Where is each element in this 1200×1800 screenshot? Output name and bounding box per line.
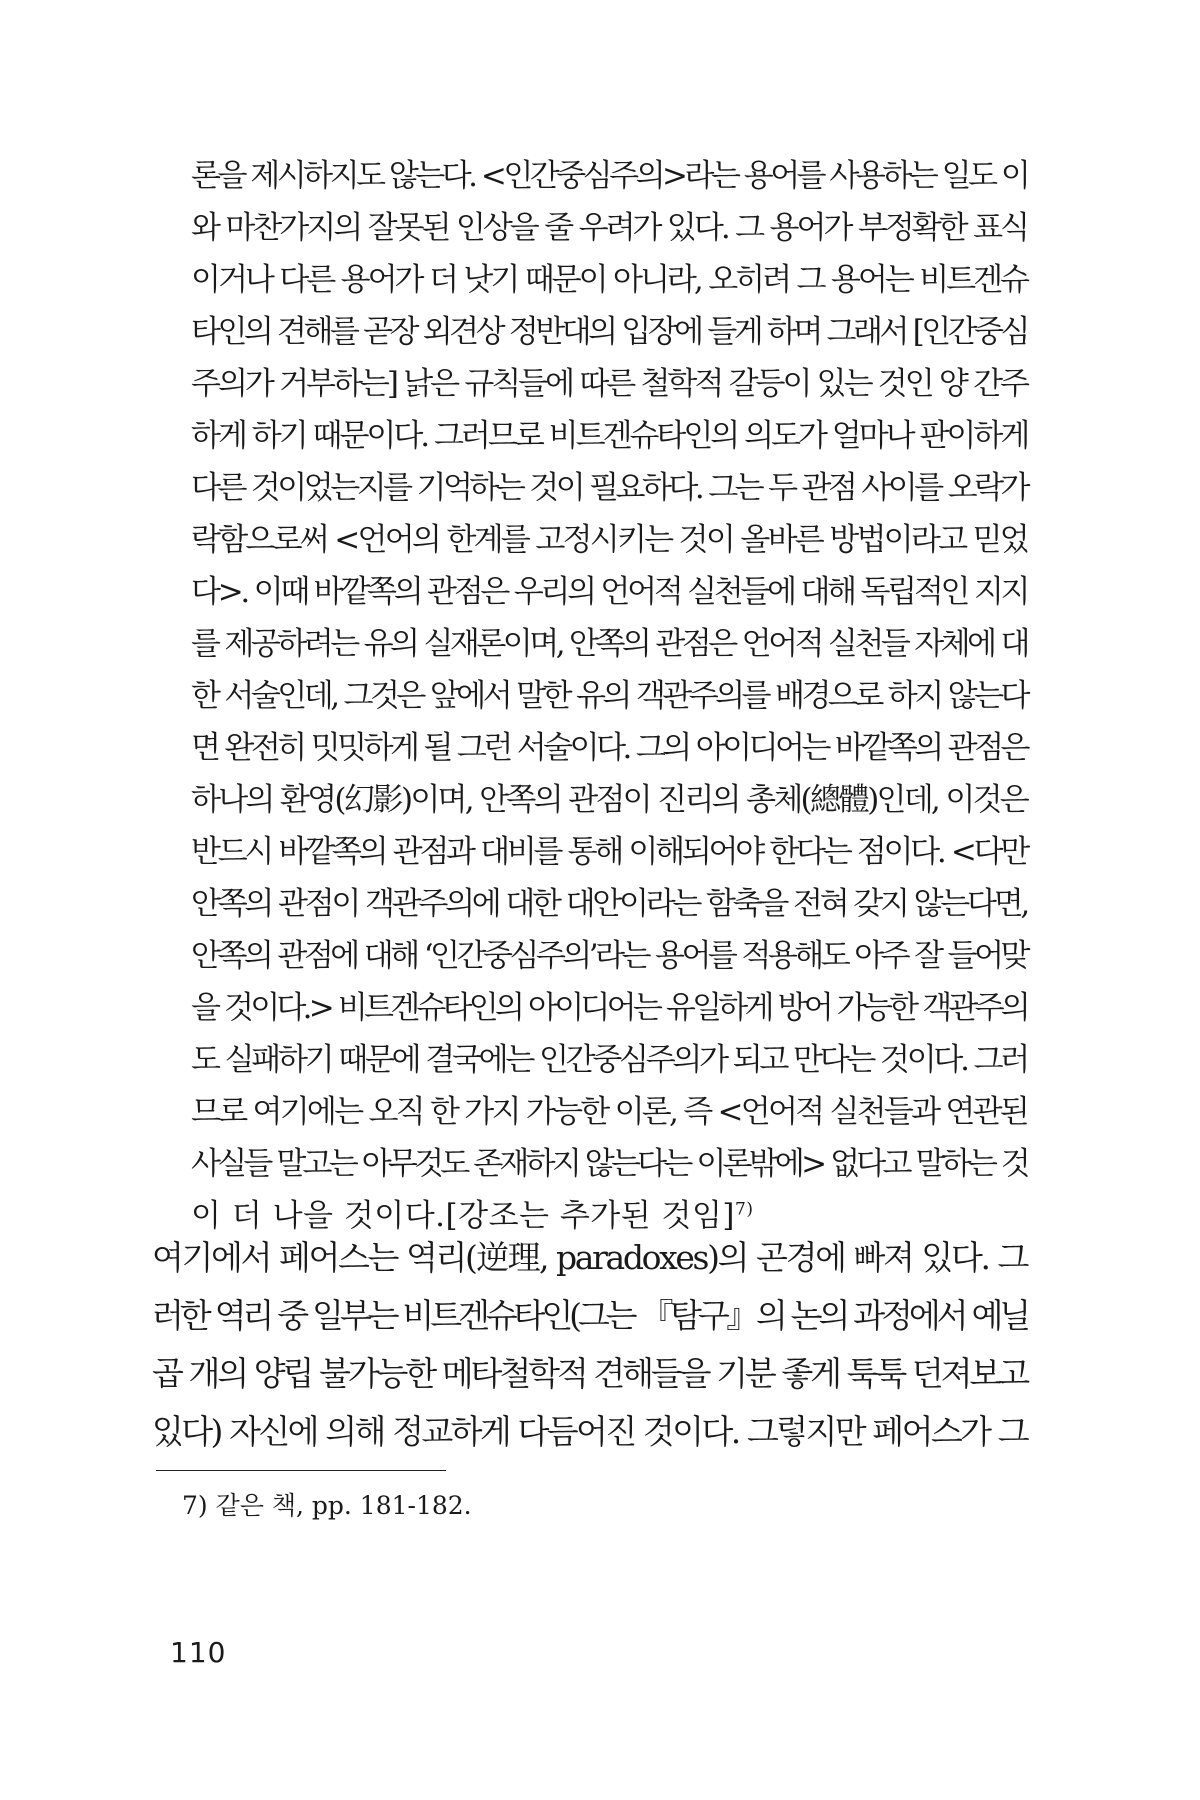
footnote-divider xyxy=(156,1470,446,1471)
quote-line: 면 완전히 밋밋하게 될 그런 서술이다. 그의 아이디어는 바깥쪽의 관점은 xyxy=(191,730,1027,766)
quote-line-text: 이 더 나을 것이다.[강조는 추가된 것임] xyxy=(191,1198,736,1234)
quote-line: 한 서술인데, 그것은 앞에서 말한 유의 객관주의를 배경으로 하지 않는다 xyxy=(191,678,1027,714)
body-line: 있다) 자신에 의해 정교하게 다듬어진 것이다. 그렇지만 페어스가 그 xyxy=(152,1412,1027,1451)
quote-line: 와 마찬가지의 잘못된 인상을 줄 우려가 있다. 그 용어가 부정확한 표식 xyxy=(191,210,1027,246)
quote-line: 다>. 이때 바깥쪽의 관점은 우리의 언어적 실천들에 대해 독립적인 지지 xyxy=(191,574,1028,610)
body-line: 곱 개의 양립 불가능한 메타철학적 견해들을 기분 좋게 툭툭 던져보고 xyxy=(152,1354,1027,1393)
quote-line: 하나의 환영(幻影)이며, 안쪽의 관점이 진리의 총체(總體)인데, 이것은 xyxy=(191,782,1027,818)
body-paragraph xyxy=(152,1229,1027,1461)
body-line: 여기에서 페어스는 역리(逆理, paradoxes)의 곤경에 빠져 있다. 그 xyxy=(152,1238,1027,1277)
quote-line: 므로 여기에는 오직 한 가지 가능한 이론, 즉 <언어적 실천들과 연관된 xyxy=(191,1094,1027,1130)
quote-line: 안쪽의 관점에 대해 ‘인간중심주의’라는 용어를 적용해도 아주 잘 들어맞 xyxy=(191,938,1027,974)
quote-line: 론을 제시하지도 않는다. <인간중심주의>라는 용어를 사용하는 일도 이 xyxy=(191,158,1028,194)
quote-line: 를 제공하려는 유의 실재론이며, 안쪽의 관점은 언어적 실천들 자체에 대 xyxy=(191,626,1027,662)
quote-line: 이거나 다른 용어가 더 낫기 때문이 아니라, 오히려 그 용어는 비트겐슈 xyxy=(191,262,1027,298)
quote-line: 사실들 말고는 아무것도 존재하지 않는다는 이론밖에> 없다고 말하는 것 xyxy=(191,1146,1027,1182)
footnote: 7) 같은 책, pp. 181-182. xyxy=(182,1491,472,1520)
quote-line: 안쪽의 관점이 객관주의에 대한 대안이라는 함축을 전혀 갖지 않는다면, xyxy=(191,886,1027,922)
quote-line: 다른 것이었는지를 기억하는 것이 필요하다. 그는 두 관점 사이를 오락가 xyxy=(191,470,1027,506)
quote-line: 타인의 견해를 곧장 외견상 정반대의 입장에 들게 하며 그래서 [인간중심 xyxy=(191,314,1027,350)
footnote-reference[interactable]: 7) xyxy=(735,1199,754,1220)
quote-line: 주의가 거부하는] 낡은 규칙들에 따른 철학적 갈등이 있는 것인 양 간주 xyxy=(191,366,1027,402)
block-quote xyxy=(191,150,1027,1242)
quote-line: 하게 하기 때문이다. 그러므로 비트겐슈타인의 의도가 얼마나 판이하게 xyxy=(191,418,1028,454)
quote-line: 을 것이다.> 비트겐슈타인의 아이디어는 유일하게 방어 가능한 객관주의 xyxy=(191,990,1027,1026)
quote-line: 반드시 바깥쪽의 관점과 대비를 통해 이해되어야 한다는 점이다. <다만 xyxy=(191,834,1027,870)
body-line: 러한 역리 중 일부는 비트겐슈타인(그는 『탐구』의 논의 과정에서 예닐 xyxy=(152,1296,1027,1335)
page-number: 110 xyxy=(170,1636,227,1669)
quote-line: 도 실패하기 때문에 결국에는 인간중심주의가 되고 만다는 것이다. 그러 xyxy=(191,1042,1027,1078)
quote-line: 락함으로써 <언어의 한계를 고정시키는 것이 올바른 방법이라고 믿었 xyxy=(191,522,1027,558)
